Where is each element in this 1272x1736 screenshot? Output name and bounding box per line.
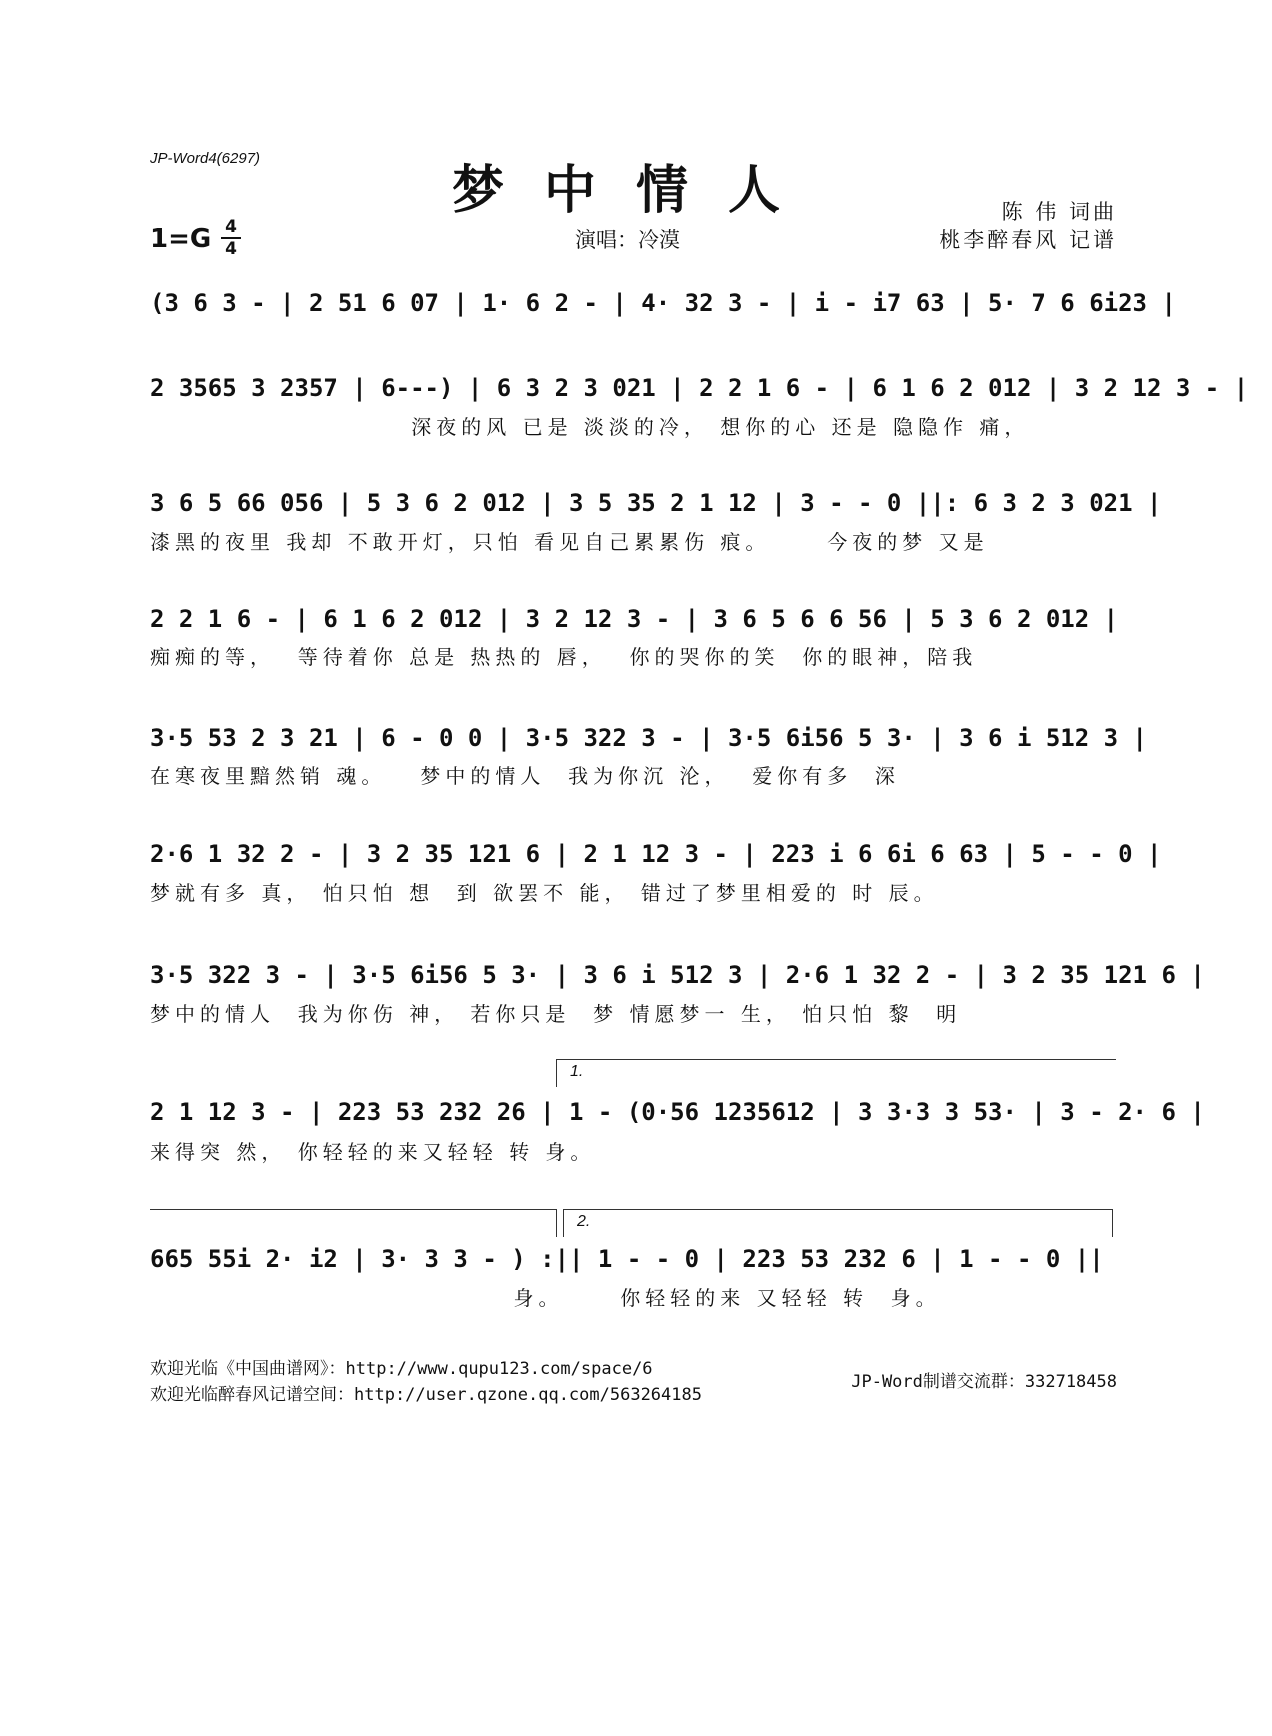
meter-bottom: 4 [225, 239, 237, 259]
footer-link-qupu[interactable]: 欢迎光临《中国曲谱网》：http://www.qupu123.com/space/6 [150, 1359, 653, 1379]
lyrics-row-3: 漆黑的夜里 我却 不敢开灯，只怕 看见自己累累伤 痕。 今夜的梦 又是 [150, 530, 989, 554]
second-ending-bracket [563, 1209, 1113, 1210]
singer-credit: 演唱：冷漠 [575, 228, 680, 252]
composer-credit: 陈 伟 词曲 [1001, 200, 1117, 224]
lyrics-row-9: 身。 你轻轻的来 又轻轻 转 身。 [150, 1286, 941, 1310]
meter-top: 4 [225, 217, 237, 237]
footer-group-info: JP-Word制谱交流群：332718458 [851, 1372, 1117, 1392]
lyrics-row-8: 来得突 然， 你轻轻的来又轻轻 转 身。 [150, 1140, 596, 1164]
second-ending-tick [563, 1209, 564, 1237]
first-ending-tick [556, 1059, 557, 1087]
score-row-8: 2 1 12 3 - | 223 53 232 26 | 1 - (0·56 1235612 | 3 3·3 3 53· | 3 - 2· 6 | [150, 1098, 1205, 1126]
score-row-2: 2 3565 3 2357 | 6---) | 6 3 2 3 021 | 2 2 1 6 - | 6 1 6 2 012 | 3 2 12 3 - | [150, 374, 1249, 402]
key-signature: 1=G [150, 224, 212, 254]
first-ending-end-tick [556, 1209, 557, 1237]
first-ending-label: 1. [570, 1063, 584, 1080]
lyrics-row-4: 痴痴的等， 等待着你 总是 热热的 唇， 你的哭你的笑 你的眼神，陪我 [150, 645, 978, 669]
score-row-9: 665 55i 2· i2 | 3· 3 3 - ) :|| 1 - - 0 | 223 53 232 6 | 1 - - 0 || [150, 1245, 1104, 1273]
score-row-7: 3·5 322 3 - | 3·5 6i56 5 3· | 3 6 i 512 3 | 2·6 1 32 2 - | 3 2 35 121 6 | [150, 961, 1205, 989]
lyrics-row-2: 深夜的风 已是 淡淡的冷， 想你的心 还是 隐隐作 痛， [150, 415, 1030, 439]
lyrics-row-7: 梦中的情人 我为你伤 神， 若你只是 梦 情愿梦一 生， 怕只怕 黎 明 [150, 1002, 962, 1026]
second-ending-end-tick [1112, 1209, 1113, 1237]
footer-link-qzone[interactable]: 欢迎光临醉春风记谱空间：http://user.qzone.qq.com/563264185 [150, 1385, 702, 1405]
transcriber-credit: 桃李醉春风 记谱 [939, 228, 1117, 252]
score-row-5: 3·5 53 2 3 21 | 6 - 0 0 | 3·5 322 3 - | 3·5 6i56 5 3· | 3 6 i 512 3 | [150, 724, 1147, 752]
software-label: JP-Word4(6297) [150, 150, 261, 167]
score-row-3: 3 6 5 66 056 | 5 3 6 2 012 | 3 5 35 2 1 12 | 3 - - 0 ||: 6 3 2 3 021 | [150, 489, 1162, 517]
time-signature [221, 218, 241, 258]
score-row-6: 2·6 1 32 2 - | 3 2 35 121 6 | 2 1 12 3 - | 223 i 6 6i 6 63 | 5 - - 0 | [150, 840, 1162, 868]
score-row-1: (3 6 3 - | 2 51 6 07 | 1· 6 2 - | 4· 32 3 - | i - i7 63 | 5· 7 6 6i23 | [150, 289, 1176, 317]
song-title: 梦中情人 [451, 160, 820, 221]
first-ending-continuation [150, 1209, 556, 1210]
second-ending-label: 2. [577, 1213, 591, 1230]
lyrics-row-5: 在寒夜里黯然销 魂。 梦中的情人 我为你沉 沦， 爱你有多 深 [150, 764, 900, 788]
first-ending-bracket [556, 1059, 1116, 1060]
score-row-4: 2 2 1 6 - | 6 1 6 2 012 | 3 2 12 3 - | 3 6 5 6 6 56 | 5 3 6 2 012 | [150, 605, 1119, 633]
lyrics-row-6: 梦就有多 真， 怕只怕 想 到 欲罢不 能， 错过了梦里相爱的 时 辰。 [150, 881, 939, 905]
